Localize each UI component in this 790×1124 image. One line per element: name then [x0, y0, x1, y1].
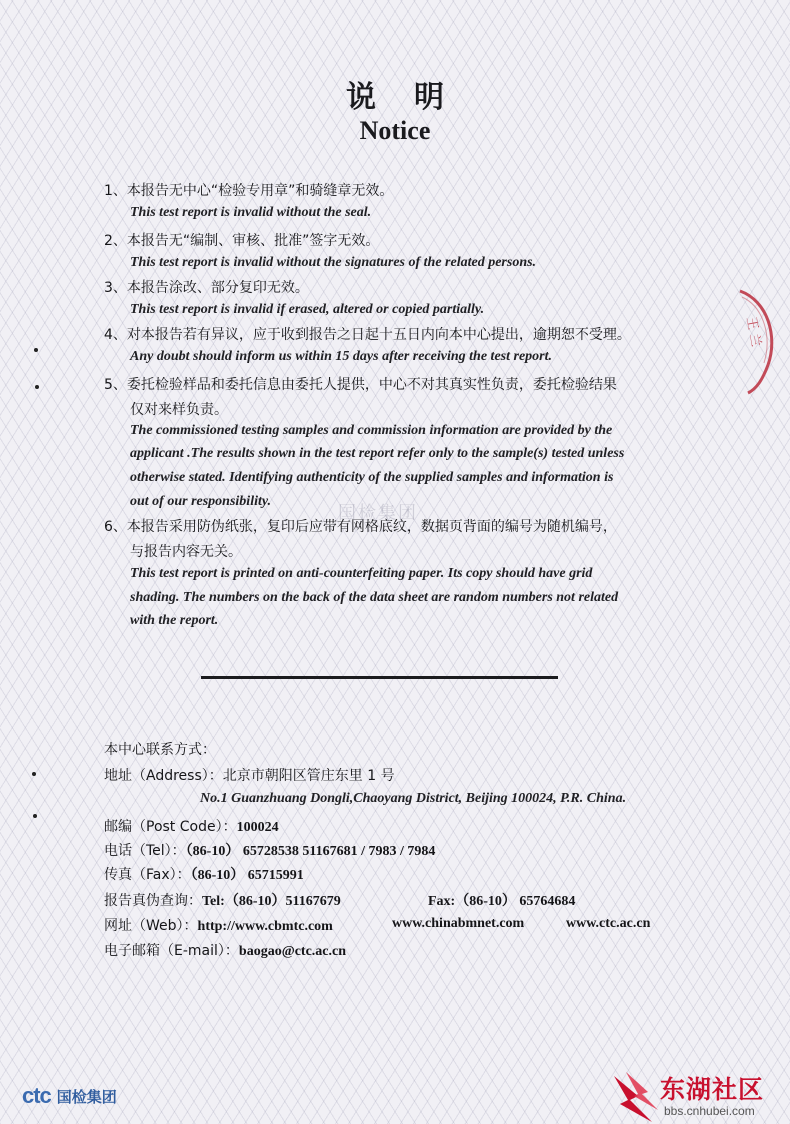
- notice-6-en-line1: This test report is printed on anti-counterfeiting paper. Its copy should have grid: [130, 566, 593, 581]
- verify-label: 报告真伪查询：: [104, 893, 202, 909]
- verify-tel: Tel:（86-10）51167679: [202, 894, 341, 909]
- notice-2-en: This test report is invalid without the signatures of the related persons.: [130, 255, 537, 270]
- notice-5-en-line4: out of our responsibility.: [130, 494, 272, 509]
- seal-text: 王 兰: [743, 315, 764, 348]
- email-label: 电子邮箱（E-mail）：: [104, 943, 239, 959]
- page-title-cn: 说明: [346, 80, 482, 115]
- notice-4-en: Any doubt should inform us within 15 days after receiving the test report.: [130, 349, 552, 364]
- binding-mark: [32, 772, 36, 776]
- ctc-logo: [22, 1083, 117, 1109]
- notice-5-cn-line1: 5、委托检验样品和委托信息由委托人提供，中心不对其真实性负责，委托检验结果: [104, 377, 617, 393]
- notice-5-en-line2: applicant .The results shown in the test report refer only to the sample(s) tested unless: [130, 446, 625, 461]
- notice-5-en-line3: otherwise stated. Identifying authenticity of the supplied samples and information is: [130, 470, 614, 485]
- tel-row: [104, 840, 435, 860]
- forum-url[interactable]: bbs.cnhubei.com: [664, 1104, 755, 1118]
- address-en: No.1 Guanzhuang Dongli,Chaoyang District, Beijing 100024, P.R. China.: [200, 791, 627, 806]
- binding-mark: [34, 348, 38, 352]
- notice-6-en-line2: shading. The numbers on the back of the data sheet are random numbers not related: [130, 590, 619, 605]
- web-label: 网址（Web）：: [104, 918, 198, 934]
- notice-5-cn-line2: 仅对来样负责。: [130, 402, 228, 418]
- notice-6-cn-line1: 6、本报告采用防伪纸张，复印后应带有网格底纹，数据页背面的编号为随机编号，: [104, 519, 617, 535]
- forum-name: 东湖社区: [660, 1075, 765, 1104]
- web-link-3-wrap: [566, 915, 650, 932]
- binding-mark: [35, 385, 39, 389]
- notice-2-cn: 2、本报告无“编制、审核、批准”签字无效。: [104, 233, 380, 249]
- web-link-3[interactable]: www.ctc.ac.cn: [566, 916, 651, 931]
- verify-fax-wrap: [428, 890, 575, 910]
- notice-1-en: This test report is invalid without the seal.: [130, 205, 372, 220]
- fax-row: [104, 864, 304, 884]
- address-row: [104, 765, 395, 785]
- notice-5-en-line1: The commissioned testing samples and commission information are provided by the: [130, 423, 613, 438]
- post-code-row: [104, 816, 279, 836]
- address-label: 地址（Address）：: [104, 768, 223, 784]
- ctc-name: 国检集团: [56, 1087, 117, 1106]
- tel-value: （86-10） 65728538 51167681 / 7983 / 7984: [185, 844, 436, 859]
- post-code-label: 邮编（Post Code）：: [104, 819, 237, 835]
- notice-6-cn-line2: 与报告内容无关。: [130, 544, 242, 560]
- notice-1-cn: 1、本报告无中心“检验专用章”和骑缝章无效。: [104, 183, 394, 199]
- fax-value: （86-10） 65715991: [190, 868, 304, 883]
- contact-heading: 本中心联系方式：: [104, 742, 216, 758]
- section-divider: [201, 676, 558, 679]
- verify-fax: Fax:（86-10） 65764684: [428, 894, 576, 909]
- web-link-2-wrap: [392, 915, 524, 932]
- email-row: [104, 940, 346, 960]
- verify-row: [104, 890, 341, 910]
- ctc-mark: ctc: [22, 1083, 51, 1108]
- web-link-2[interactable]: www.chinabmnet.com: [392, 916, 525, 931]
- seal-stamp-icon: [700, 285, 780, 395]
- notice-4-cn: 4、对本报告若有异议，应于收到报告之日起十五日内向本中心提出，逾期恕不受理。: [104, 327, 631, 343]
- tel-label: 电话（Tel）：: [104, 843, 186, 859]
- notice-3-en: This test report is invalid if erased, altered or copied partially.: [130, 302, 485, 317]
- page-title-en: Notice: [359, 116, 431, 145]
- email-value[interactable]: baogao@ctc.ac.cn: [238, 944, 347, 959]
- fax-label: 传真（Fax）：: [104, 867, 191, 883]
- watermark: 国检集团: [338, 503, 418, 524]
- notice-3-cn: 3、本报告涂改、部分复印无效。: [104, 280, 309, 296]
- address-cn: 北京市朝阳区管庄东里 1 号: [222, 768, 395, 784]
- notice-6-en-line3: with the report.: [130, 613, 219, 628]
- web-row: [104, 915, 333, 935]
- binding-mark: [33, 814, 37, 818]
- post-code-value: 100024: [236, 820, 279, 835]
- web-link-1[interactable]: http://www.cbmtc.com: [197, 919, 333, 934]
